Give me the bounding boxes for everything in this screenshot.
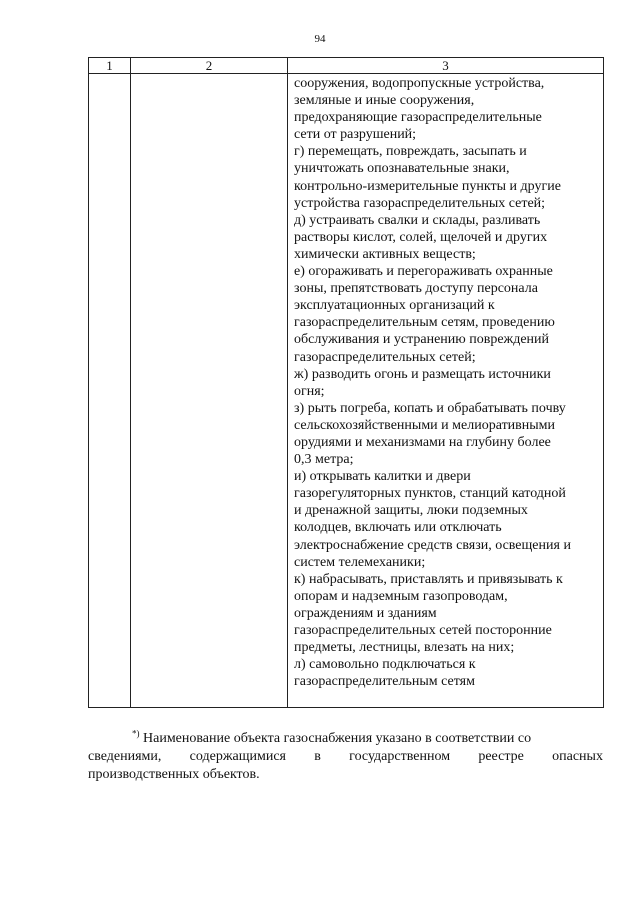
footnote-line-1	[88, 730, 603, 748]
table-row	[89, 74, 604, 708]
text-line: газораспределительных сетей посторонние	[294, 623, 552, 638]
text-line: сельскохозяйственными и мелиоративными	[294, 417, 556, 433]
text-line: предметы, лестницы, влезать на них;	[294, 640, 515, 656]
footnote-word: сведениями,	[88, 749, 162, 764]
text-line: е) огораживать и перегораживать охранные	[294, 264, 553, 280]
column-header-3: 3	[288, 58, 604, 74]
text-line: огня;	[294, 383, 325, 399]
text-line: ограждениям и зданиям	[294, 605, 437, 621]
table-cell-col3	[288, 74, 604, 708]
text-line: электроснабжение средств связи, освещения и	[294, 537, 571, 553]
text-line: ж) разводить огонь и размещать источники	[294, 366, 551, 382]
footnote-word: государственном	[349, 749, 451, 764]
footnote-word: реестре	[478, 749, 524, 764]
page-number: 94	[314, 33, 326, 45]
table-header-row	[89, 58, 604, 74]
text-line: химически активных веществ;	[294, 246, 476, 262]
text-line: контрольно-измерительные пункты и другие	[294, 178, 561, 194]
text-line: з) рыть погреба, копать и обрабатывать почву	[294, 400, 566, 416]
table-cell-col1	[89, 74, 131, 708]
text-line: колодцев, включать или отключать	[294, 520, 502, 536]
text-line: предохраняющие газораспределительные	[294, 110, 542, 126]
text-line: 0,3 метра;	[294, 452, 354, 468]
footnote	[88, 730, 603, 784]
text-line: обслуживания и устранению повреждений	[294, 332, 550, 348]
text-line: эксплуатационных организаций к	[294, 298, 495, 314]
text-line: сети от разрушений;	[294, 127, 417, 143]
text-line: д) устраивать свалки и склады, разливать	[294, 212, 541, 228]
text-line: систем телемеханики;	[294, 554, 426, 570]
text-line: к) набрасывать, приставлять и привязывать к	[294, 571, 563, 587]
footnote-text-1: Наименование объекта газоснабжения указано в соответствии со	[143, 731, 532, 746]
prohibitions-text	[288, 74, 603, 707]
footnote-marker: *)	[132, 728, 140, 739]
table-cell-col2	[131, 74, 288, 708]
text-line: уничтожать опознавательные знаки,	[294, 161, 510, 177]
text-line: земляные и иные сооружения,	[294, 93, 475, 109]
text-line: опорам и надземным газопроводам,	[294, 588, 508, 604]
text-line: газорегуляторных пунктов, станций катодной	[294, 486, 566, 502]
text-line: г) перемещать, повреждать, засыпать и	[294, 144, 527, 160]
text-line: и дренажной защиты, люки подземных	[294, 503, 528, 519]
text-line: газораспределительным сетям, проведению	[294, 315, 555, 331]
text-line: сооружения, водопропускные устройства,	[294, 76, 545, 91]
text-line: устройства газораспределительных сетей;	[294, 195, 546, 211]
text-line: растворы кислот, солей, щелочей и других	[294, 229, 548, 245]
footnote-word: содержащимися	[189, 749, 286, 764]
footnote-word: в	[314, 749, 321, 764]
text-line: и) открывать калитки и двери	[294, 469, 471, 485]
text-line: газораспределительным сетям	[294, 674, 475, 690]
text-line: л) самовольно подключаться к	[294, 657, 476, 673]
text-line: газораспределительных сетей;	[294, 349, 476, 365]
footnote-line-3: производственных объектов.	[88, 767, 260, 782]
text-line: зоны, препятствовать доступу персонала	[294, 281, 538, 297]
text-line: орудиями и механизмами на глубину более	[294, 434, 551, 450]
data-table	[88, 57, 604, 708]
footnote-word: опасных	[552, 749, 603, 764]
footnote-line-2	[88, 748, 603, 766]
column-header-2: 2	[131, 58, 288, 74]
column-header-1: 1	[89, 58, 131, 74]
